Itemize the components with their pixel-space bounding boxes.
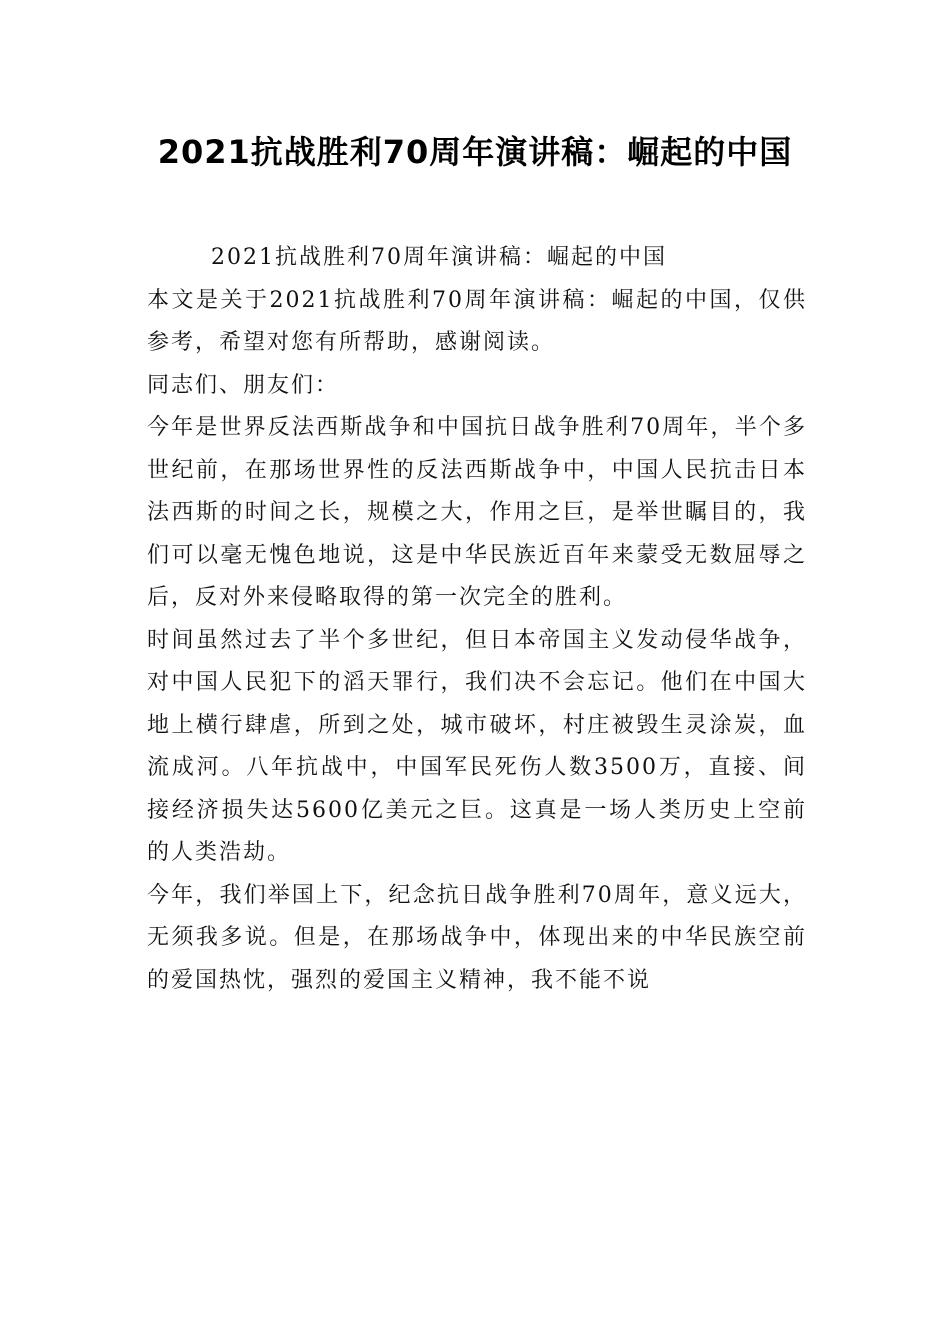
document-title: 2021抗战胜利70周年演讲稿：崛起的中国	[157, 133, 793, 171]
paragraph-2: 时间虽然过去了半个多世纪，但日本帝国主义发动侵华战争，对中国人民犯下的滔天罪行，我们决不会忘记。他们在中国大地上横行肆虐，所到之处，城市破坏，村庄被毁生灵涂炭，血流成河。八年抗战中，中国军民死伤人数3500万，直接、间接经济损失达5600亿美元之巨。这真是一场人类历史上空前的人类浩劫。	[147, 627, 807, 865]
paragraph-intro: 本文是关于2021抗战胜利70周年演讲稿：崛起的中国，仅供参考，希望对您有所帮助，感谢阅读。	[147, 287, 807, 355]
paragraph-3: 今年，我们举国上下，纪念抗日战争胜利70周年，意义远大，无须我多说。但是，在那场战争中，体现出来的中华民族空前的爱国热忱，强烈的爱国主义精神，我不能不说	[147, 882, 807, 993]
document-body	[147, 237, 807, 1002]
paragraph-salutation: 同志们、朋友们：	[147, 372, 340, 398]
document-subtitle: 2021抗战胜利70周年演讲稿：崛起的中国	[211, 245, 667, 270]
paragraph-1: 今年是世界反法西斯战争和中国抗日战争胜利70周年，半个多世纪前，在那场世界性的反法西斯战争中，中国人民抗击日本法西斯的时间之长，规模之大，作用之巨，是举世瞩目的，我们可以毫无愧色地说，这是中华民族近百年来蒙受无数屈辱之后，反对外来侵略取得的第一次完全的胜利。	[147, 415, 807, 610]
